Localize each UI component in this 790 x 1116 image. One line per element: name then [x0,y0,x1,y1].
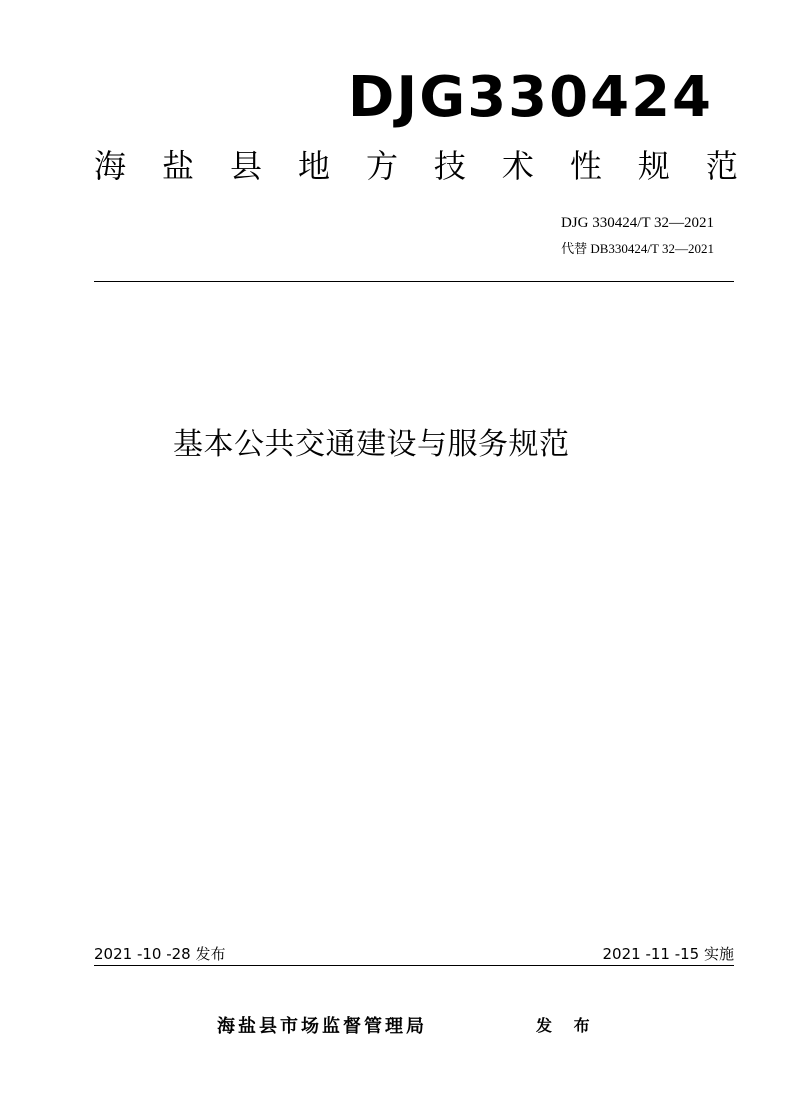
document-code: DJG330424 [347,65,713,130]
bottom-divider [94,965,734,966]
standard-number: DJG 330424/T 32—2021 [560,215,714,231]
issue-label: 发 布 [536,1016,598,1035]
spec-type-char: 盐 [161,147,194,185]
implementation-date: 2021 -11 -15 实施 [602,945,734,963]
spec-type-char: 性 [569,147,602,185]
spec-type-char: 规 [637,147,670,185]
spec-type-char: 范 [705,147,738,185]
issue-date: 2021 -10 -28 发布 [94,945,226,963]
document-title: 基本公共交通建设与服务规范 [173,427,570,462]
spec-type-char: 县 [229,147,262,185]
spec-type-char: 海 [94,147,127,185]
spec-type-char: 技 [433,147,466,185]
spec-type-char: 术 [501,147,534,185]
spec-type-char: 地 [297,147,330,185]
spec-type-char: 方 [365,147,398,185]
top-divider [94,281,734,282]
issuing-authority: 海盐县市场监督管理局 [217,1016,427,1037]
replaces-standard: 代替 DB330424/T 32—2021 [561,241,714,256]
spec-type-heading [94,147,738,185]
